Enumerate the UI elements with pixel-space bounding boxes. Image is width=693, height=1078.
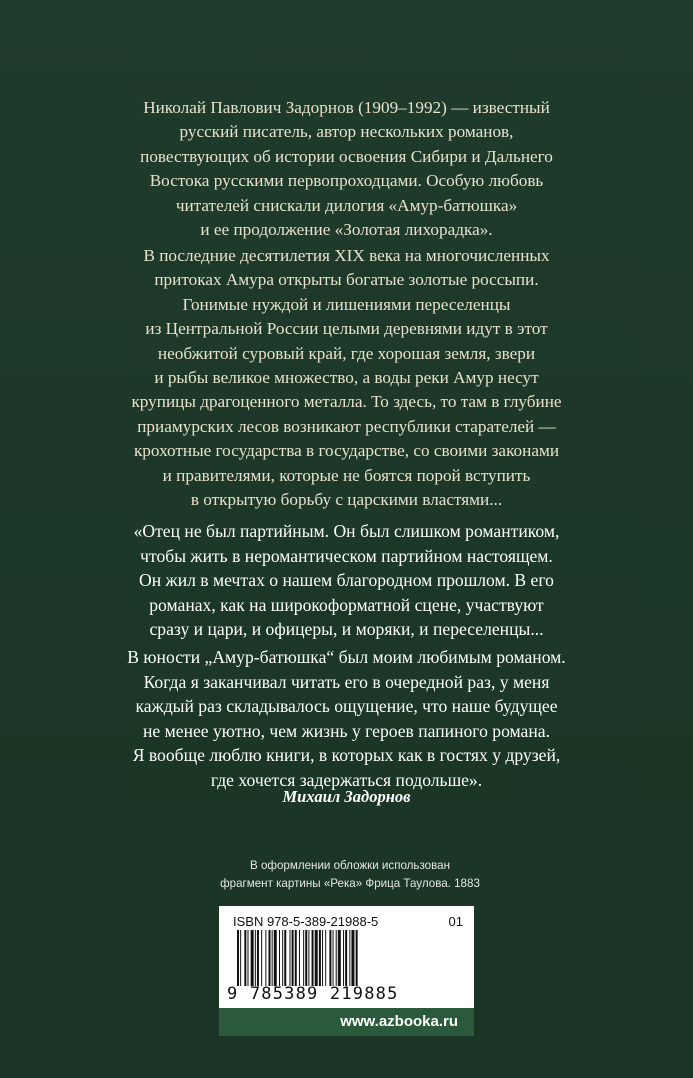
barcode-bar [319, 930, 321, 986]
text-line: сразу и цари, и офицеры, и моряки, и переселенцы... [149, 619, 544, 640]
text-line: Я вообще люблю книги, в которых как в гостях у друзей, [132, 745, 561, 766]
barcode-bar [356, 930, 358, 986]
barcode-bar [343, 930, 344, 986]
text-line: Когда я заканчивал читать его в очередной раз, у меня [143, 671, 550, 692]
barcode-bar [349, 930, 350, 986]
barcode-bar [312, 930, 314, 986]
text-line: не менее уютно, чем жизнь у героев папиного романа. [143, 720, 550, 741]
text-line: русский писатель, автор нескольких романов, [179, 122, 514, 142]
barcode-bar [303, 930, 304, 986]
barcode-bar [284, 930, 286, 986]
barcode-bar [255, 930, 256, 986]
barcode-bar [251, 930, 254, 986]
barcode-bar [322, 930, 323, 986]
text-line: Востока русскими первопроходцами. Особую любовь [149, 171, 544, 191]
barcode-box [219, 906, 474, 1036]
plot-summary [60, 244, 633, 512]
text-line: и рыбы великое множество, а воды реки Амур несут [154, 368, 539, 388]
text-line: и ее продолжение «Золотая лихорадка». [200, 220, 493, 240]
publisher-url-bar [219, 1008, 474, 1036]
barcode-bar [336, 930, 337, 986]
barcode-digits: 9 785389 219885 [227, 984, 399, 1004]
barcode-bar [290, 930, 291, 986]
barcode-bar [305, 930, 307, 986]
barcode-bar [338, 930, 341, 986]
barcode-bar [292, 930, 294, 986]
text-line: в открытую борьбу с царскими властями... [190, 490, 503, 510]
barcode-bar [248, 930, 249, 986]
text-line: Николай Павлович Задорнов (1909–1992) — известный [143, 98, 550, 117]
credit-line: фрагмент картины «Река» Фрица Таулова. 1883 [220, 877, 480, 890]
author-bio [60, 96, 633, 242]
barcode-bar [272, 930, 273, 986]
barcode-bar [257, 930, 259, 986]
isbn-row [233, 914, 463, 929]
barcode-bar [315, 930, 318, 986]
barcode-bar [240, 930, 241, 986]
barcode-bar [282, 930, 283, 986]
text-line: Гонимые нуждой и лишениями переселенцы [182, 294, 511, 314]
text-line: необжитой суровый край, где хорошая земля, звери [157, 343, 536, 363]
text-line: из Центральной России целыми деревнями идут в этот [145, 319, 548, 339]
barcode-bar [325, 930, 326, 986]
barcode-bar [308, 930, 309, 986]
isbn-text: ISBN 978-5-389-21988-5 [233, 914, 379, 929]
barcode-bar [274, 930, 277, 986]
text-line: приамурских лесов возникают республики старателей — [137, 416, 556, 436]
barcode-bar [329, 930, 331, 986]
text-line: «Отец не был партийным. Он был слишком романтиком, [133, 521, 560, 541]
text-line: романах, как на широкоформатной сцене, участвуют [149, 594, 544, 615]
cover-credits [200, 857, 500, 893]
barcode-bar [261, 930, 262, 986]
barcode-bar [295, 930, 297, 986]
barcode-bar [237, 930, 239, 986]
barcode-bar [244, 930, 246, 986]
text-line: крохотные государства в государстве, со своими законами [133, 441, 560, 461]
text-line: и правителями, которые не боятся порой вступить [162, 465, 531, 485]
barcode-bar [279, 930, 280, 986]
text-line: крупицы драгоценного металла. То здесь, то там в глубине [131, 392, 562, 412]
credit-line: В оформлении обложки использован [250, 859, 450, 872]
barcode-bars [237, 930, 457, 986]
barcode-bar [333, 930, 334, 986]
text-line: В юности „Амур-батюшка“ был моим любимым романом. [127, 647, 566, 667]
text-line: где хочется задержаться подольше». [210, 769, 483, 790]
text-line: читателей снискали дилогия «Амур-батюшка» [175, 195, 518, 215]
text-line: В последние десятилетия XIX века на многочисленных [143, 246, 550, 265]
text-line: чтобы жить в неромантическом партийном настоящем. [140, 545, 553, 566]
text-line: повествующих об истории освоения Сибири и Дальнего [140, 146, 553, 166]
text-line: притоках Амура открыты богатые золотые россыпи. [154, 270, 539, 290]
text-line: Он жил в мечтах о нашем благородном прошлом. В его [139, 570, 554, 591]
barcode-bar [345, 930, 347, 986]
quote-paragraph-2 [60, 645, 633, 793]
quote-paragraph-1 [60, 519, 633, 642]
quote-signature: Михаил Задорнов [282, 787, 411, 806]
barcode-bar [299, 930, 300, 986]
barcode-bar [269, 930, 271, 986]
barcode-bar [351, 930, 354, 986]
isbn-addon: 01 [448, 914, 463, 929]
text-line: каждый раз складывалось ощущение, что наше будущее [135, 696, 558, 717]
barcode-bar [265, 930, 266, 986]
publisher-url: www.azbooka.ru [340, 1013, 458, 1030]
